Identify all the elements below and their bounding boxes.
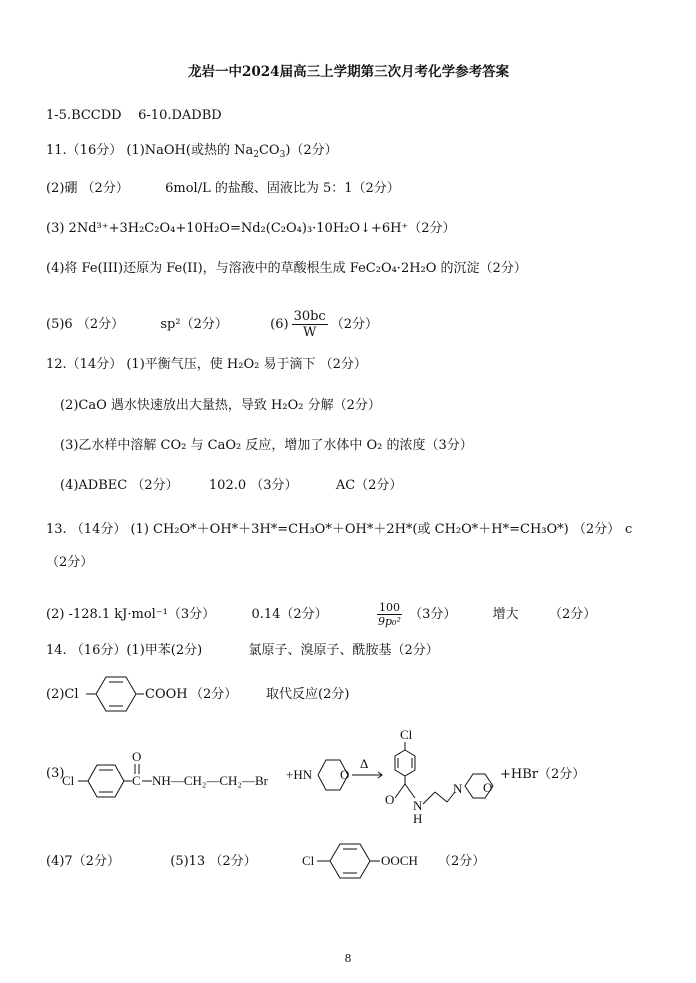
carbonyl-c-label: C: [132, 773, 141, 788]
q11-sub-2: 3: [279, 150, 286, 160]
morpholine-structure: [286, 752, 386, 802]
reactant-cl-label: Cl: [62, 773, 75, 788]
q14-line-4: [46, 854, 257, 870]
q14-answer-1b: 氯原子、溴原子、酰胺基（2分）: [248, 643, 439, 658]
q11-answer-5a: (5)6 （2分）: [46, 317, 125, 332]
q11-answer-2b: 6mol/L 的盐酸、固液比为 5：1（2分）: [165, 181, 400, 196]
product-h-label: H: [413, 811, 423, 826]
q13-answer-2d: 增大: [492, 607, 519, 622]
page-number: 8: [344, 952, 352, 965]
q11-answer-5b: sp²（2分）: [160, 317, 228, 332]
q14-answer-5: (5)13 （2分）: [170, 854, 257, 869]
q12-line-4: [60, 478, 402, 494]
q13-fraction-numerator: 100: [378, 601, 400, 614]
q11-fraction-numerator: 30bc: [293, 309, 326, 324]
q13-fraction-denominator: 9p₀²: [378, 615, 401, 628]
q13-answer-2b: 0.14（2分）: [251, 607, 328, 622]
q11-line-3: (3) 2Nd³⁺+3H₂C₂O₄+10H₂O=Nd₂(C₂O₄)₃·10H₂O↓+6H⁺（2分）: [46, 221, 456, 236]
product-cl-label: Cl: [400, 727, 413, 742]
q14-answer-1a: 14. （16分）(1)甲苯(2分): [46, 643, 203, 658]
q11-line-2: [46, 181, 400, 197]
q11-answer-6-label: (6): [270, 317, 289, 332]
ester-structure: [300, 838, 450, 884]
q14-line-3-end: +HBr（2分）: [500, 767, 586, 782]
morpholine-hn-label: +HN: [286, 767, 313, 782]
carbonyl-o-label: O: [132, 749, 142, 764]
q13-answer-2d-score: （2分）: [548, 607, 597, 622]
benzene-ring-structure: [86, 672, 146, 716]
q11-part-1a: (1)NaOH(或热的 Na: [126, 143, 254, 158]
q11-line-1: [46, 143, 338, 159]
q13-line-1-answer: c: [625, 522, 633, 537]
heat-delta-label: Δ: [360, 756, 369, 771]
q11-line-5: [46, 309, 378, 340]
q14-line-3-label: (3): [46, 766, 65, 781]
product-structure: [385, 726, 500, 826]
morpholine-o-label: O: [340, 767, 350, 782]
q11-part-1c: )（2分）: [285, 143, 338, 158]
q11-fraction-denominator: W: [302, 325, 317, 340]
ester-oocH-label: OOCH: [381, 853, 418, 868]
q13-answer-2a: (2) -128.1 kJ·mol⁻¹（3分）: [46, 607, 216, 622]
q14-line-2-score: （2分）: [190, 687, 238, 702]
mc-answers-6-10: 6-10.DADBD: [138, 108, 222, 123]
product-o-label: O: [385, 792, 395, 807]
q13-answer-2c-score: （3分）: [409, 607, 457, 622]
q14-line-2-answer: 取代反应(2分): [266, 687, 350, 702]
q11-sub-1: 2: [253, 150, 259, 160]
q13-line-2: （2分）: [46, 555, 94, 570]
q12-answer-4c: AC（2分）: [335, 478, 403, 493]
q11-answer-6-score: （2分）: [330, 317, 378, 332]
q11-head: 11.（16分）: [46, 143, 123, 158]
product-n2-label: N: [453, 781, 463, 796]
q12-answer-4b: 102.0 （3分）: [208, 478, 298, 493]
q12-line-1: 12.（14分） (1)平衡气压，使 H₂O₂ 易于滴下 （2分）: [46, 357, 367, 372]
q11-line-4: (4)将 Fe(III)还原为 Fe(II)，与溶液中的草酸根生成 FeC₂O₄·2H₂O 的沉淀（2分）: [46, 261, 527, 276]
q13-line-3: [46, 601, 596, 628]
q11-answer-2a: (2)硼 （2分）: [46, 181, 129, 196]
mc-answers: [46, 108, 222, 124]
q14-answer-4: (4)7（2分）: [46, 854, 120, 869]
product-n-label: N: [413, 798, 423, 813]
q14-line-1: [46, 643, 439, 659]
q12-line-3: (3)乙水样中溶解 CO₂ 与 CaO₂ 反应，增加了水体中 O₂ 的浓度（3分）: [60, 438, 473, 453]
mc-answers-1-5: 1-5.BCCDD: [46, 108, 122, 123]
q11-part-1b: CO: [258, 143, 280, 158]
q11-fraction: [292, 309, 328, 340]
q14-line-4-score: （2分）: [438, 854, 486, 869]
q12-answer-4a: (4)ADBEC （2分）: [60, 478, 179, 493]
q12-line-2: (2)CaO 遇水快速放出大量热，导致 H₂O₂ 分解（2分）: [60, 398, 381, 413]
q13-line-1: 13. （14分） (1) CH₂O*＋OH*＋3H*=CH₃O*＋OH*＋2H*(或 CH₂O*＋H*=CH₃O*) （2分）: [46, 522, 621, 537]
q14-line-2-label: (2)Cl: [46, 687, 79, 702]
page-title: 龙岩一中2024届高三上学期第三次月考化学参考答案: [188, 64, 510, 80]
q14-line-2-cooh: COOH: [145, 687, 188, 702]
ester-cl-label: Cl: [302, 853, 315, 868]
product-o2-label: O: [483, 780, 493, 795]
q13-fraction: [377, 601, 402, 628]
amide-chain-label: NH—CH₂—CH₂—Br: [152, 773, 268, 788]
